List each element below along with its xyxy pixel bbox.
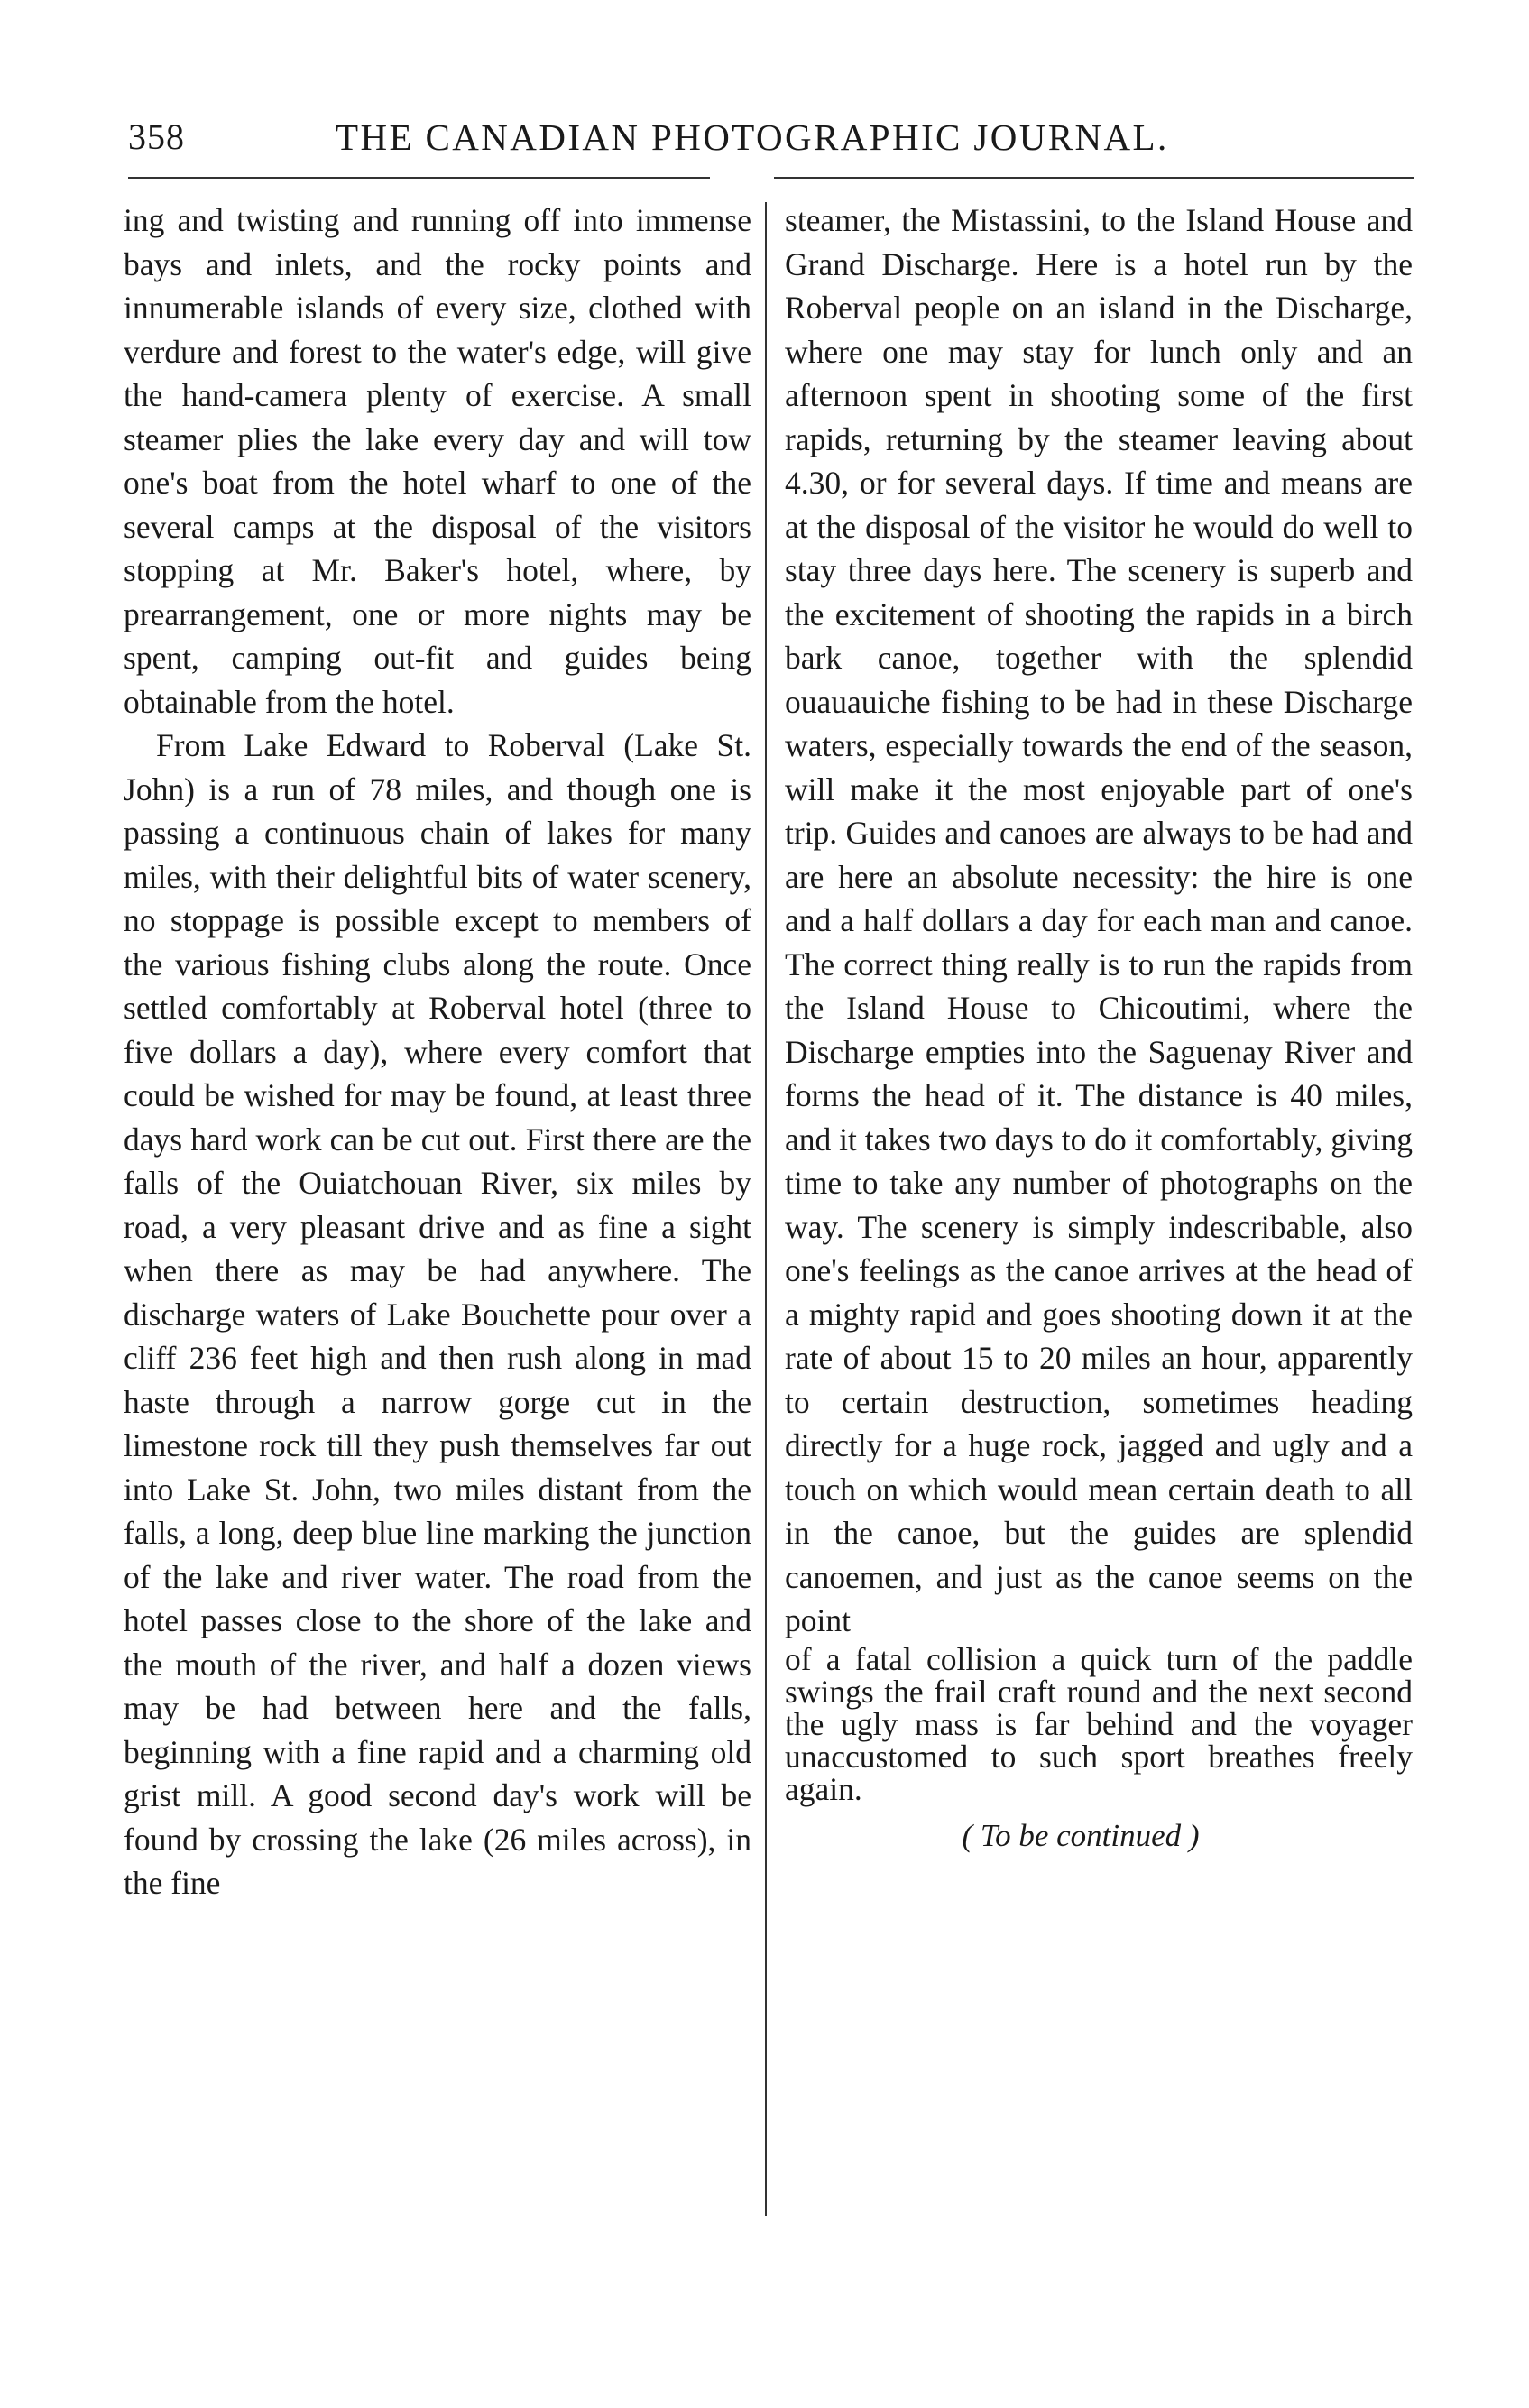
- journal-title: THE CANADIAN PHOTOGRAPHIC JOURNAL.: [336, 116, 1169, 158]
- paragraph: ing and twisting and running off into immense bays and inlets, and the rocky points and innumerable islands of every size, clothed with verdure and forest to the water's edge, will give the hand-camera plenty of exercise. A small steamer plies the lake every day and will tow one's boat from the hotel wharf to one of the several camps at the disposal of the visitors stopping at Mr. Baker's hotel, where, by prearrangement, one or more nights may be spent, camping out-fit and guides being obtainable from the hotel.: [124, 202, 751, 720]
- to-be-continued: ( To be continued ): [962, 1817, 1200, 1853]
- page-number: 358: [128, 116, 185, 157]
- header-rule: [774, 177, 1414, 179]
- left-column: [124, 198, 751, 1905]
- paragraph: From Lake Edward to Roberval (Lake St. John) is a run of 78 miles, and though one is passing a continuous chain of lakes for many miles, with their delightful bits of water scenery, no stoppage is possible except to members of the various fishing clubs along the route. Once settled comfortably at Roberval hotel (three to five dollars a day), where every comfort that could be wished for may be found, at least three days hard work can be cut out. First there are the falls of the Ouiatchouan River, six miles by road, a very pleasant drive and as fine a sight when there as may be had anywhere. The discharge waters of Lake Bouchette pour over a cliff 236 feet high and then rush along in mad haste through a narrow gorge cut in the limestone rock till they push themselves far out into Lake St. John, two miles distant from the falls, a long, deep blue line marking the junction of the lake and river water. The road from the hotel passes close to the shore of the lake and the mouth of the river, and half a dozen views may be had between here and the falls, beginning with a fine rapid and a charming old grist mill. A good second day's work will be found by crossing the lake (26 miles across), in the fine: [124, 727, 751, 1901]
- header-rule: [128, 177, 710, 179]
- paragraph: of a fatal collision a quick turn of the paddle swings the frail craft round and the next second the ugly mass is far behind and the voyager unaccustomed to such sport breathes freely again.: [785, 1640, 1413, 1807]
- page-header: [0, 115, 1529, 170]
- right-column: [785, 198, 1413, 1858]
- paragraph: steamer, the Mistassini, to the Island House and Grand Discharge. Here is a hotel run by the Roberval people on an island in the Discharge, where one may stay for lunch only and an afternoon spent in shooting some of the first rapids, returning by the steamer leaving about 4.30, or for several days. If time and means are at the disposal of the visitor he would do well to stay three days here. The scenery is superb and the excitement of shooting the rapids in a birch bark canoe, together with the splendid ouauauiche fishing to be had in these Discharge waters, especially towards the end of the season, will make it the most enjoyable part of one's trip. Guides and canoes are always to be had and are here an absolute necessity: the hire is one and a half dollars a day for each man and canoe. The correct thing really is to run the rapids from the Island House to Chicoutimi, where the Discharge empties into the Saguenay River and forms the head of it. The distance is 40 miles, and it takes two days to do it comfortably, giving time to take any number of photographs on the way. The scenery is simply indescribable, also one's feelings as the canoe arrives at the head of a mighty rapid and goes shooting down it at the rate of about 15 to 20 miles an hour, apparently to certain destruction, sometimes heading directly for a huge rock, jagged and ugly and a touch on which would mean certain death to all in the canoe, but the guides are splendid canoemen, and just as the canoe seems on the point: [785, 202, 1413, 1638]
- column-divider: [765, 202, 767, 2216]
